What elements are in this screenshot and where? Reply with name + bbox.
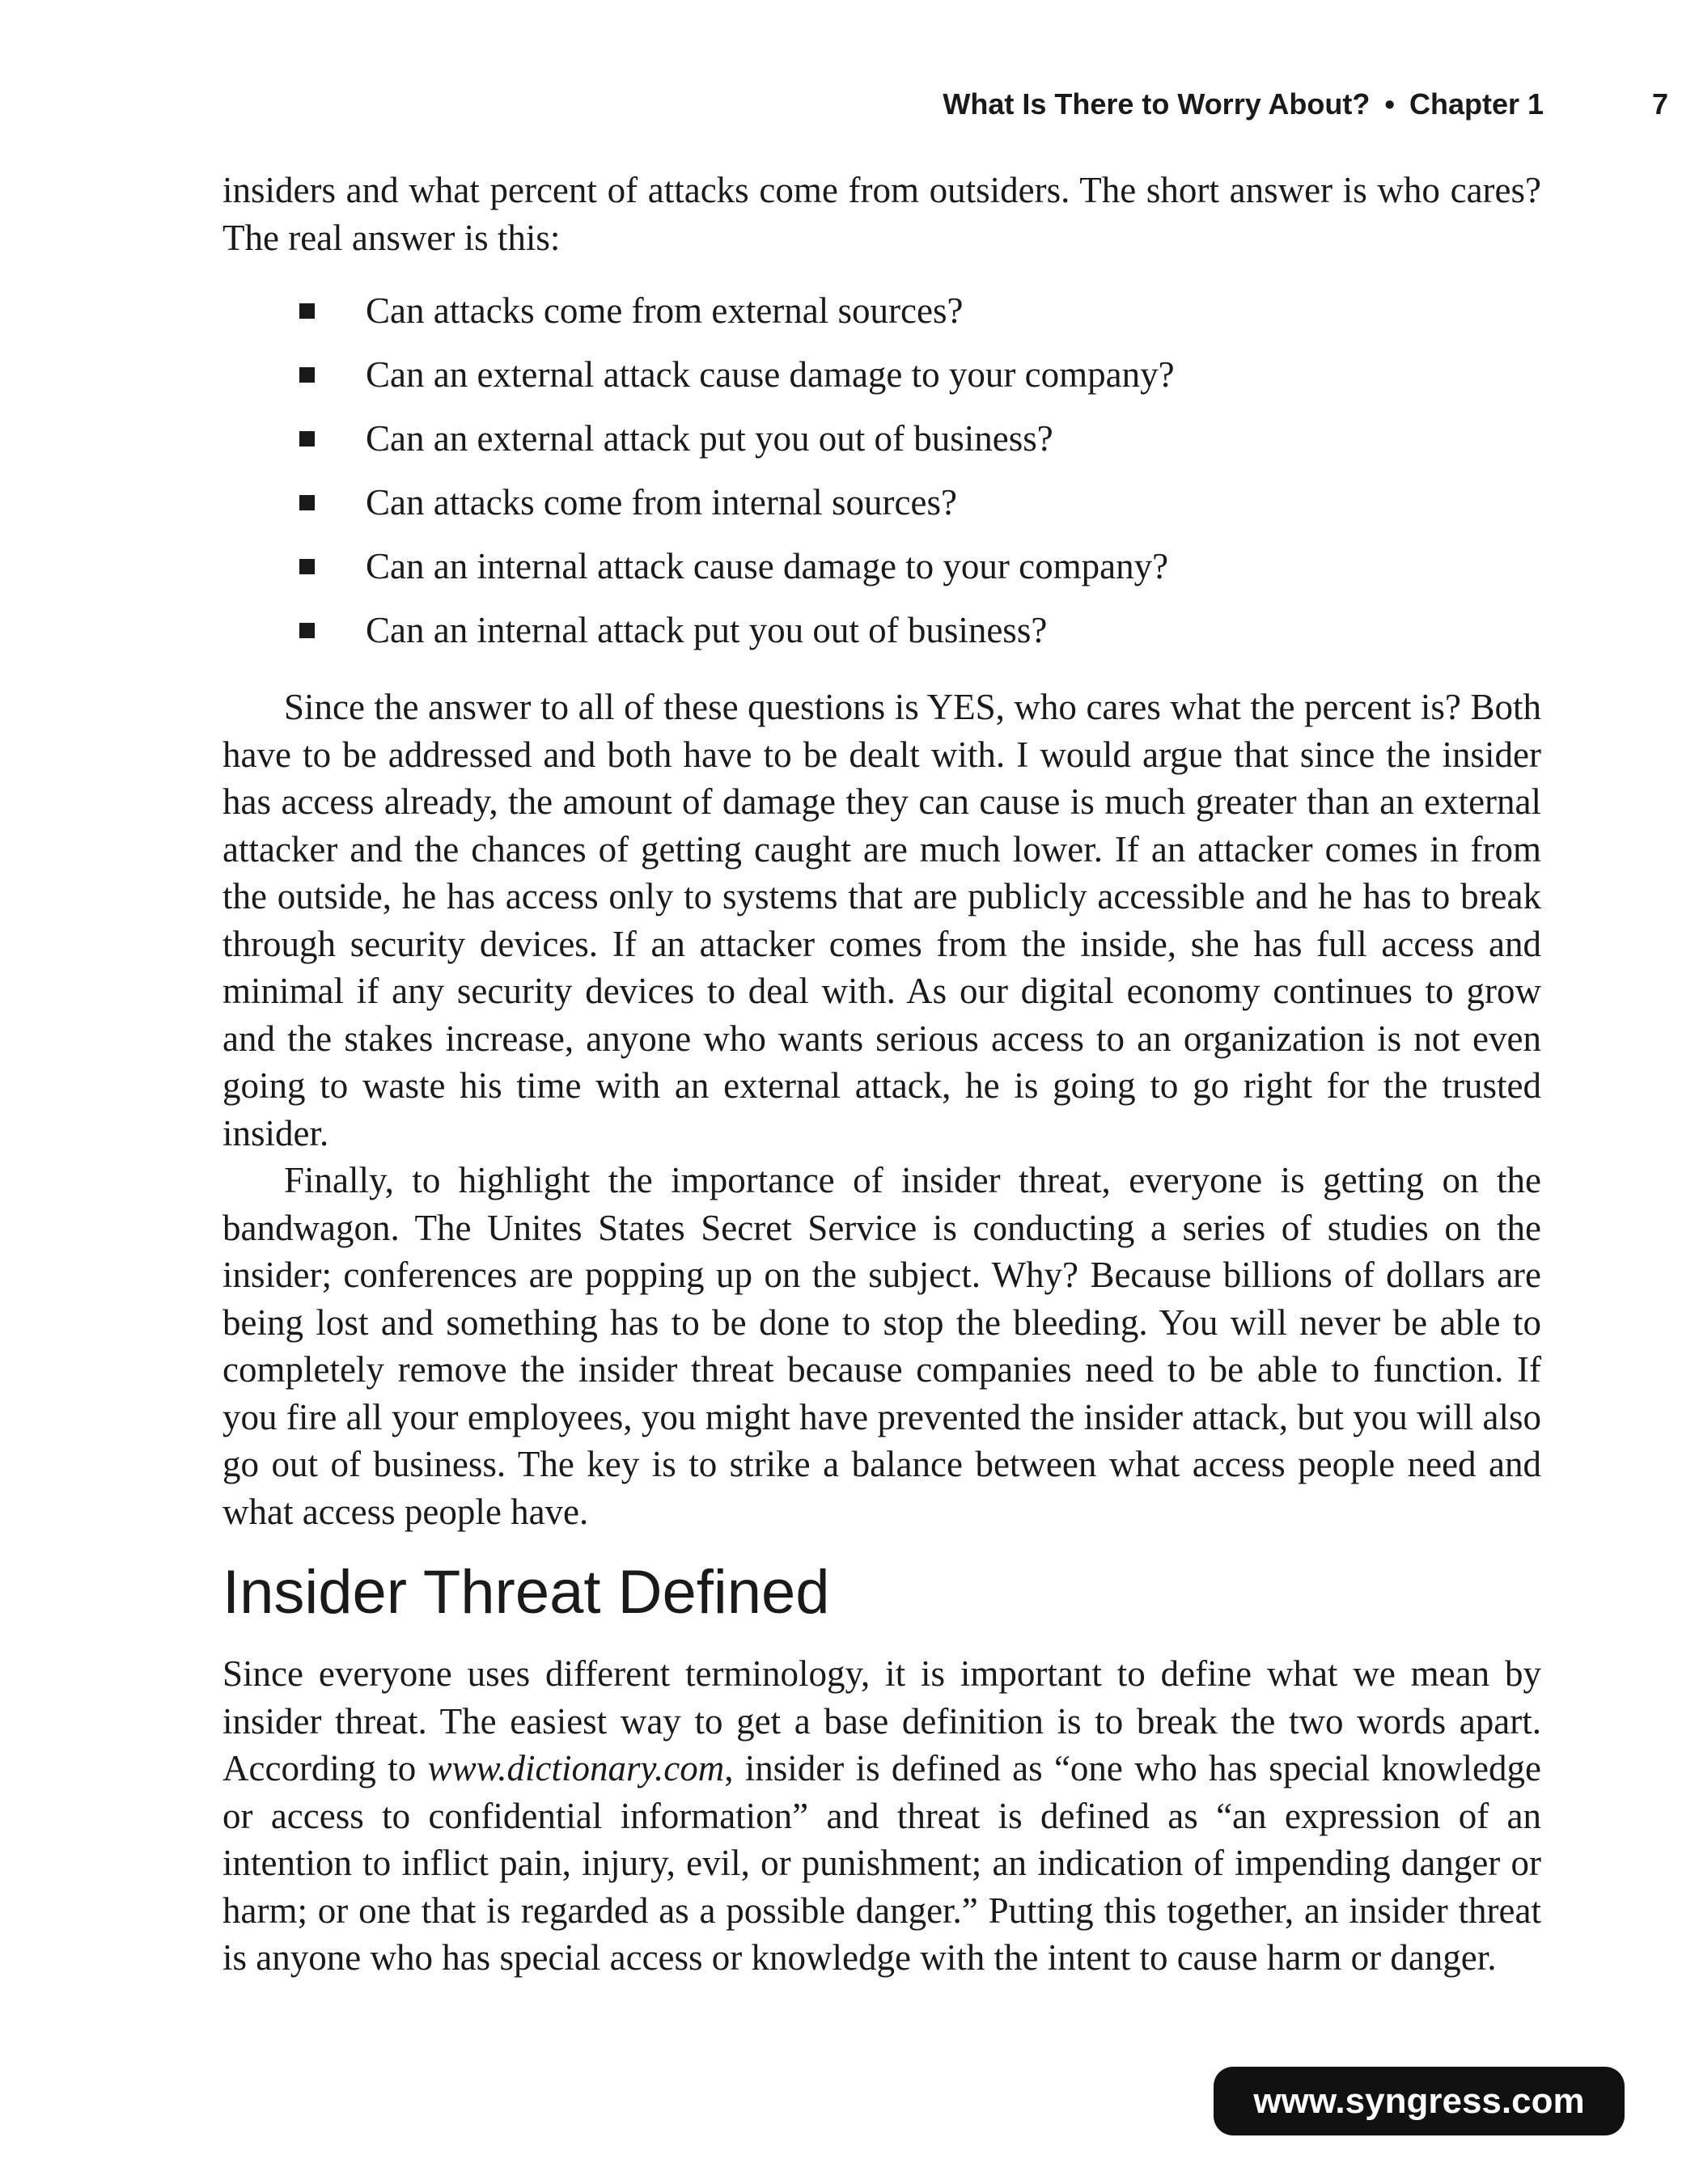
square-bullet-icon [299,303,315,319]
section-heading: Insider Threat Defined [222,1558,830,1627]
definition-paragraph [222,1650,1541,1982]
body-block [222,684,1541,1535]
list-item [299,543,1175,607]
running-title: What Is There to Worry About? [943,87,1371,121]
list-item [299,607,1175,671]
body-paragraph-2: Finally, to highlight the importance of insider threat, everyone is getting on the bandwagon. The Unites States Secret Service is conducting a series of studies on the insider; conferences are popping up on the subject. Why? Because billions of dollars are being lost and something has to be done to stop the bleeding. You will never be able to completely remove the insider threat because companies need to be able to function. If you fire all your employees, you might have prevented the insider attack, but you will also go out of business. The key is to strike a balance between what access people need and what access people have. [222,1160,1541,1532]
running-header [0,87,1699,128]
square-bullet-icon [299,623,315,638]
list-item-text: Can an external attack cause damage to your company? [366,354,1175,395]
square-bullet-icon [299,495,315,510]
header-separator: • [1384,87,1395,121]
square-bullet-icon [299,559,315,574]
page-number: 7 [1652,87,1669,121]
list-item-text: Can an internal attack put you out of business? [366,610,1048,650]
intro-paragraph: insiders and what percent of attacks come from outsiders. The short answer is who cares? The real answer is this: [222,170,1541,258]
list-item [299,479,1175,543]
website-badge: www.syngress.com [1214,2067,1625,2135]
intro-block [222,167,1541,261]
list-item-text: Can an external attack put you out of business? [366,418,1053,459]
running-title-group [943,87,1544,121]
list-item [299,415,1175,479]
list-item-text: Can attacks come from external sources? [366,290,964,331]
question-list [299,287,1175,671]
dictionary-reference: www.dictionary.com [427,1748,725,1788]
square-bullet-icon [299,367,315,383]
definition-block [222,1650,1541,1982]
definition-text-end: , insider is defined as “one who has special knowledge or access to confidential information” and threat is defined as “an expression of an intention to inflict pain, injury, evil, or punishment; an indication of impending danger or harm; or one that is regarded as a possible danger.” Putting this together, an insider threat is anyone who has special access or knowledge with the intent to cause harm or danger. [222,1748,1541,1978]
square-bullet-icon [299,431,315,447]
body-paragraph-1: Since the answer to all of these questions is YES, who cares what the percent is? Both have to be addressed and both have to be dealt with. I would argue that since the insider has access already, the amount of damage they can cause is much greater than an external attacker and the chances of getting caught are much lower. If an attacker comes in from the outside, he has access only to systems that are publicly accessible and he has to break through security devices. If an attacker comes from the inside, she has full access and minimal if any security devices to deal with. As our digital economy continues to grow and the stakes increase, anyone who wants serious access to an organization is not even going to waste his time with an external attack, he is going to go right for the trusted insider. [222,687,1541,1153]
list-item-text: Can attacks come from internal sources? [366,482,957,523]
list-item [299,287,1175,351]
definition-text-start: Since everyone uses different terminology, it is important to define what we mean by insider threat. The easiest way to get a base definition is to break the two words apart. According to [222,1653,1541,1788]
chapter-label: Chapter 1 [1409,87,1544,121]
list-item-text: Can an internal attack cause damage to your company? [366,546,1169,586]
list-item [299,351,1175,415]
